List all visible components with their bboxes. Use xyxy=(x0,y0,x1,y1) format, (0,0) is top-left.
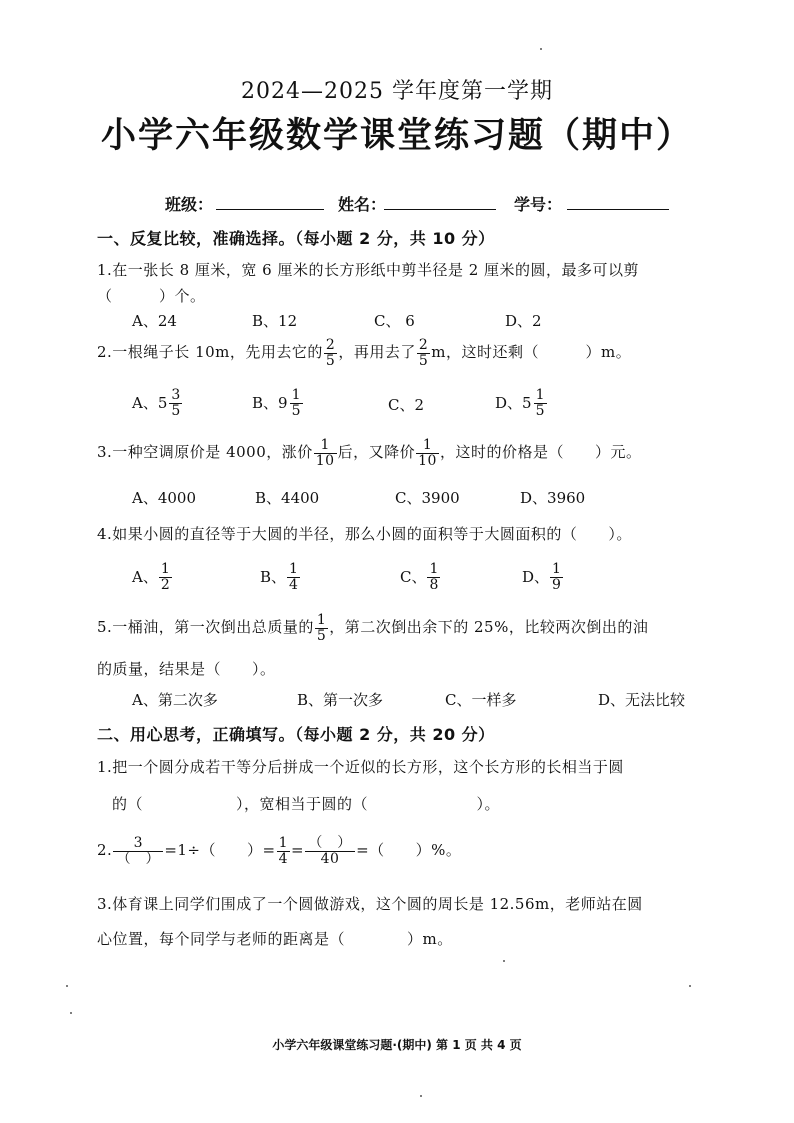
frac-num: 1 xyxy=(314,438,337,454)
frac-num: 1 xyxy=(289,561,298,577)
q1-option-c[interactable]: C、 6 xyxy=(374,312,415,330)
eq-part2: = xyxy=(290,841,305,859)
q1-line1: 1.在一张长 8 厘米，宽 6 厘米的长方形纸中剪半径是 2 厘米的圆，最多可以剪 xyxy=(97,261,640,279)
name-field[interactable] xyxy=(384,209,496,210)
q5-frac xyxy=(315,613,328,643)
q5-option-d[interactable]: D、无法比较 xyxy=(598,691,686,709)
q1-option-b[interactable]: B、12 xyxy=(252,312,298,330)
eq-frac3 xyxy=(305,836,355,866)
q2-mid: ，再用去了 xyxy=(338,343,416,361)
id-field[interactable] xyxy=(567,209,669,210)
frac-den: 5 xyxy=(316,627,327,644)
option-label: A、 xyxy=(132,567,158,586)
name-label: 姓名： xyxy=(338,195,387,214)
school-year: 2024—2025 学年度第一学期 xyxy=(241,79,553,104)
q1-option-a[interactable]: A、24 xyxy=(132,312,177,330)
q3-post: ，这时的价格是（ ）元。 xyxy=(439,443,642,461)
s2-q3-line2: 心位置，每个同学与老师的距离是（ ）m。 xyxy=(97,930,453,948)
q3-frac2 xyxy=(416,438,439,468)
scan-speck xyxy=(503,960,505,962)
frac-num: 1 xyxy=(416,438,439,454)
option-label: D、 xyxy=(522,567,550,586)
q4-option-a[interactable] xyxy=(132,562,173,592)
page-footer: 小学六年级课堂练习题·(期中) 第 1 页 共 4 页 xyxy=(272,1038,522,1052)
scan-speck xyxy=(540,48,542,50)
mixed-whole: 5 xyxy=(157,393,168,412)
frac-den: 10 xyxy=(418,452,437,469)
frac-num: 3 xyxy=(113,836,163,852)
q3-option-c[interactable]: C、3900 xyxy=(395,489,460,507)
frac-den: 8 xyxy=(429,576,439,593)
q2-option-d[interactable] xyxy=(495,388,548,418)
eq-part3: =（ ）%。 xyxy=(356,841,462,859)
option-label: B、 xyxy=(252,393,279,412)
q4-option-d[interactable] xyxy=(522,562,564,592)
frac-den: 9 xyxy=(552,576,561,593)
q5-option-a[interactable]: A、第二次多 xyxy=(132,691,218,709)
q2-option-a[interactable] xyxy=(132,388,183,418)
q1-option-d[interactable]: D、2 xyxy=(505,312,542,330)
frac-num: 1 xyxy=(316,611,327,628)
q3-mid: 后，又降价 xyxy=(337,443,416,461)
q5-line2: 的质量，结果是（ ）。 xyxy=(97,660,276,678)
scan-speck xyxy=(70,1012,72,1014)
class-label: 班级： xyxy=(165,195,214,214)
s2-q1-line2: 的（ ），宽相当于圆的（ ）。 xyxy=(112,795,501,813)
option-label: A、 xyxy=(132,393,158,412)
q5-pre: 5.一桶油，第一次倒出总质量的 xyxy=(97,618,314,636)
q5-stem xyxy=(97,607,648,647)
scan-speck xyxy=(66,985,68,987)
frac-den: 10 xyxy=(315,452,335,469)
frac-den: 5 xyxy=(325,352,336,369)
frac-num: （ ） xyxy=(305,836,355,852)
frac-den: 40 xyxy=(320,850,340,867)
s2-q2-equation xyxy=(97,827,461,873)
eq-frac2 xyxy=(277,836,290,866)
q4-stem: 4.如果小圆的直径等于大圆的半径，那么小圆的面积等于大圆面积的（ ）。 xyxy=(97,525,632,543)
frac-den: 2 xyxy=(160,576,170,593)
s2-q3-line1: 3.体育课上同学们围成了一个圆做游戏，这个圆的周长是 12.56m，老师站在圆 xyxy=(97,895,643,913)
frac-num: 1 xyxy=(160,561,170,577)
q2-option-b[interactable] xyxy=(252,388,304,418)
frac-den: 5 xyxy=(535,402,545,419)
frac-den: 5 xyxy=(171,402,181,419)
q3-stem xyxy=(97,432,641,472)
q4-option-c[interactable] xyxy=(400,562,441,592)
page-title: 小学六年级数学课堂练习题（期中） xyxy=(100,116,693,156)
frac-den: 5 xyxy=(291,402,301,419)
section2-heading: 二、用心思考，正确填写。（每小题 2 分，共 20 分） xyxy=(97,725,495,744)
scan-speck xyxy=(689,985,691,987)
frac-num: 1 xyxy=(535,387,545,403)
q2-pre: 2.一根绳子长 10m，先用去它的 xyxy=(97,343,323,361)
frac-den: 4 xyxy=(278,850,288,867)
frac-num: 2 xyxy=(325,336,336,353)
frac-den: 5 xyxy=(418,352,429,369)
frac-den: 4 xyxy=(289,576,298,593)
frac-num: 1 xyxy=(429,561,439,577)
frac-num: 2 xyxy=(418,336,429,353)
frac-num: 3 xyxy=(171,387,181,403)
q-number: 2. xyxy=(97,841,113,859)
q2-frac1 xyxy=(324,338,337,368)
q3-option-d[interactable]: D、3960 xyxy=(520,489,586,507)
info-row xyxy=(0,192,794,216)
q3-option-a[interactable]: A、4000 xyxy=(132,489,197,507)
q4-option-b[interactable] xyxy=(260,562,301,592)
scan-speck xyxy=(420,1095,422,1097)
section1-heading: 一、反复比较，准确选择。（每小题 2 分，共 10 分） xyxy=(97,229,495,248)
q5-option-c[interactable]: C、一样多 xyxy=(445,691,517,709)
frac-den: （ ） xyxy=(116,850,161,867)
frac-num: 1 xyxy=(552,561,561,577)
option-label: C、 xyxy=(400,567,427,586)
q3-frac1 xyxy=(314,438,337,468)
class-field[interactable] xyxy=(216,209,324,210)
q3-option-b[interactable]: B、4400 xyxy=(255,489,320,507)
eq-part1: =1÷（ ）= xyxy=(164,841,276,859)
option-label: B、 xyxy=(260,567,287,586)
frac-num: 1 xyxy=(278,834,288,851)
q1-line2: （ ）个。 xyxy=(97,287,206,305)
eq-frac1 xyxy=(113,836,163,866)
q2-option-c[interactable]: C、2 xyxy=(388,396,425,414)
q2-post: m，这时还剩（ ）m。 xyxy=(431,343,632,361)
option-label: D、 xyxy=(495,393,523,412)
mixed-whole: 9 xyxy=(278,393,288,412)
q3-pre: 3.一种空调原价是 4000，涨价 xyxy=(97,443,313,461)
mixed-whole: 5 xyxy=(522,393,532,412)
id-label: 学号： xyxy=(514,195,563,214)
q5-post: ，第二次倒出余下的 25%，比较两次倒出的油 xyxy=(329,618,649,636)
q2-stem xyxy=(97,332,631,372)
q2-frac2 xyxy=(417,338,430,368)
s2-q1-line1: 1.把一个圆分成若干等分后拼成一个近似的长方形，这个长方形的长相当于圆 xyxy=(97,758,624,776)
frac-num: 1 xyxy=(291,387,301,403)
q5-option-b[interactable]: B、第一次多 xyxy=(297,691,384,709)
